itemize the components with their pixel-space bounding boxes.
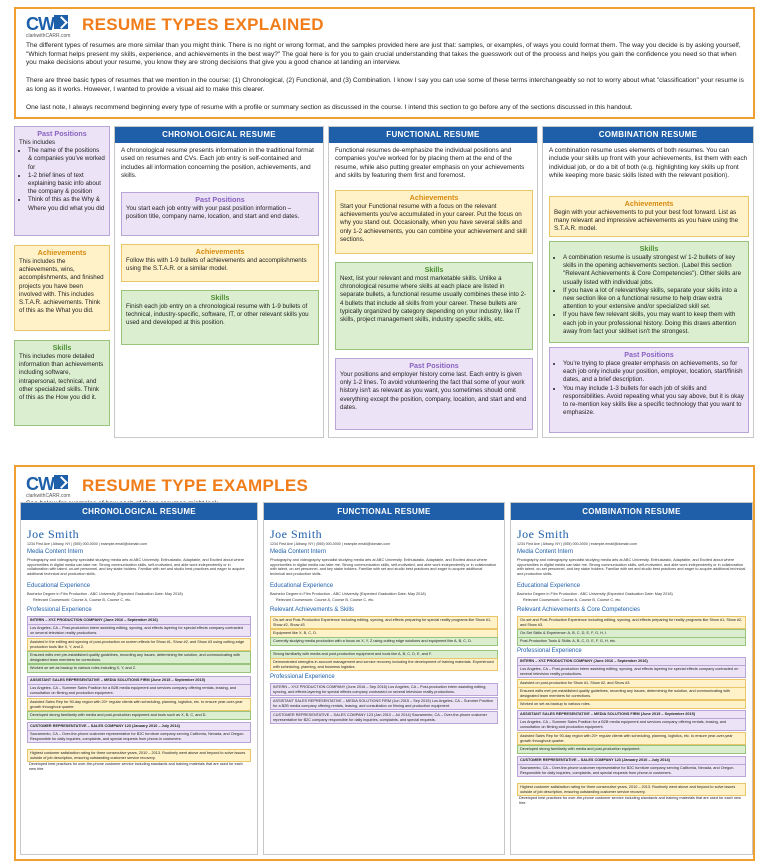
func-past-text: Your positions and employer history come last. Each entry is given only 1-2 lines. To avoid volunteering the fact that some of your work history isn't as relevant as you want, you sometimes should omit everything except the position, company, location, and start and end dates. [340,371,527,411]
sample-header: CHRONOLOGICAL RESUME [21,503,257,520]
sample-combo-job-1-bullet-2: Ensured edits met pre-established quality guidelines, recording any issues, determining the solution, and communicating with designated team members for corrections. [517,687,746,700]
sample-func-job-3: CUSTOMER REPRESENTATIVE – SALES COMPANY 123 (Jan 2010 – Jul 2014) Sacramento, CA – Over-the-phone customer representative for B2C company responsible for daily inquiries, complaints, and special requests. [270,711,498,724]
chevron-right-icon [54,15,68,29]
sample-func-job-2: ASSISTANT SALES REPRESENTATIVE – MEDIA SOLUTIONS FIRM (Jun 2015 – Sep 2015) Los Angeles, CA – Summer Position for a B2B media company offering rentals, leasing, and consultation on filming and production equipment. [270,697,498,710]
list-item: • If you have few relevant skills, you may want to keep them with each job in your professional history. Doing this draws attention away from fact your skillset isn't the strongest. [563,311,744,336]
chronological-column [114,126,324,438]
chron-past-positions [121,192,319,236]
chron-achievements [121,244,319,282]
sample-func-bullet-5: Demonstrated strengths in account management and service recovery including the development of training materials. Experienced with scheduling, planning, and business logistics. [270,658,498,671]
sample-contact: 1234 First Ave | Albany, NY | (555) 000-0000 | example.email@domain.com [27,542,148,546]
sample-edu-sub: Relevant Coursework: Course A, Course B, Course C, etc. [523,598,622,602]
list-item: • Think of this as the Why & Where you did what you did [28,196,105,212]
sample-func-bullet-4: Strong familiarity with media and post-production equipment and tools like A, B, C, D, E, and F. [270,650,498,659]
legend-ach-title: Achievements [37,248,87,257]
func-skills-title: Skills [424,265,444,274]
sample-job-2-bullet-2: Developed strong familiarity with media and post-production equipment and tools such as X, B, C, and D. [27,711,251,720]
examples-title: RESUME TYPE EXAMPLES [82,476,309,495]
sample-func-bullet-1: On-set and Post-Production Experience including editing, syncing, and effects preparing for special reality programs like Show #1, Show #2, Show #3 [270,616,498,629]
logo-subtitle: clarkwithCARR.com [26,33,71,39]
sample-profile: Photography and videography specialist studying media arts at ABC University. Enthusiastic, Adaptable, and Excited about where opportunities in digital media can take me. Strong communication skills, self-motivated, and able work independently or in collaboration with talent, on-set personnel, and key stake holders. Familiar with set and studio best practices and eager to acquire additional technical and production skills. [270,558,497,577]
sample-contact: 1234 First Ave | Albany, NY | (555) 000-0000 | example.email@domain.com [270,542,391,546]
func-skills [335,262,533,350]
job-title: INTERN – XYZ PRODUCTION COMPANY (June 2016 – September 2016) [520,659,648,663]
legend-ach-text: This includes the achievements, wins, accomplishments, and finished projects you have been involved with. This includes S.T.A.R. achievements. Think of this as the What you did. [19,258,104,315]
sample-edu-heading: Educational Experience [270,583,334,589]
chron-past-title: Past Positions [195,195,245,204]
list-item: • A combination resume is usually strongest w/ 1-2 bullets of key skills in the opening achievements section. (Label this section "Relevant Achievements & Core Competencies"). Other skills are usually listed with individual jobs. [563,254,744,287]
sample-name: Joe Smith [270,527,323,541]
sample-job-3-bullet-1: Highest customer satisfaction rating for three consecutive years, 2010 – 2013. Routinely went above and beyond to solve issues outside of job description, ensuring outstanding customer service recovery. [27,749,251,762]
sample-edu: Bachelor Degree in Film Production - ABC University (Expected Graduation Date: May 2018) [517,592,673,596]
sample-job-1-bullet-2: Ensured edits met pre-established quality guidelines, recording any issues, determining the solution, and communicating with designated team members for corrections. [27,651,251,664]
list-item: • If you have a lot of relevant/key skills, separate your skills into a new section like on a functional resume to help draw extra attention to your extensive and/or specialized skill set. [563,287,744,312]
legend-skills-title: Skills [52,343,72,352]
logo-subtitle: clarkwithCARR.com [26,493,71,499]
sample-func-bullet-3: Currently studying media production with a focus on X, Y, Z using cutting edge solutions and equipment like A, B, C, D. [270,637,498,646]
sample-combination [510,502,753,855]
sample-contact: 1234 First Ave | Albany, NY | (555) 000-0000 | example.email@domain.com [517,542,638,546]
list-item: • The name of the positions & companies you've worked for [28,147,105,172]
chron-past-text: You start each job entry with your past position information – position title, company name, location, and start and end dates. [126,205,300,221]
sample-prof-heading: Professional Experience [270,674,335,680]
func-past-positions [335,358,533,430]
chron-ach-title: Achievements [195,247,245,256]
sample-profile: Photography and videography specialist studying media arts at ABC University. Enthusiastic, Adaptable, and Excited about where opportunities in digital media can take me. Strong communication skills, self-motivated, and able work independently or in collaboration with talent, on-set personnel, and key stake holders. Familiar with set and studio best practices and eager to acquire additional technical and production skills. [517,558,746,577]
func-ach-text: Start your Functional resume with a focus on the relevant achievements you've accumulated in your career. Put the focus on why you stand out. Occasionally, when you have several skills and only 1-2 achievements, you can combine your achievement and skill sections. [340,203,527,243]
sample-job-1-bullet-1: Assisted in the editing and syncing of post-production on screen effects for Show #1, Show #2, and Show #3 using cutting-edge production tools like X, Y, and Z. [27,638,251,651]
legend-past-title: Past Positions [37,129,87,138]
page-title: RESUME TYPES EXPLAINED [82,15,324,34]
sample-prof-heading: Professional Experience [27,607,92,613]
sample-role: Media Content Intern [27,549,84,555]
func-skills-text: Next, list your relevant and most marketable skills. Unlike a chronological resume where skills at each place are listed in separate bullets, a functional resume usually combines these into 2-4 bullets that include all skills from your career. These bullets are typically organized by category depending on your industry, like IT skills, project management skills, industry specific skills, etc. [340,275,527,324]
list-item: • 1-2 brief lines of text explaining basic info about the company & position [28,172,105,197]
sample-job-2-bullet-1: Assisted Sales Rep for 90-day region with 20+ regular clients with scheduling, planning, logistics, etc. to ensure year-over-year growth throughout quarter. [27,698,251,711]
functional-header: FUNCTIONAL RESUME [329,127,537,143]
sample-header: COMBINATION RESUME [511,503,752,520]
sample-edu: Bachelor Degree in Film Production - ABC University (Expected Graduation Date: May 2018) [27,592,183,596]
chron-skills-text: Finish each job entry on a chronological resume with 1-9 bullets of technical, industry-specific, software, IT, or other relevant skills you used and developed at this position. [126,303,309,327]
sample-job-2-desc: Los Angeles, CA – Summer Sales Position for a B2B media equipment and services company offering rentals, leasing, and consultation on filming and production equipment. [517,718,746,731]
sample-edu-heading: Educational Experience [27,583,91,589]
logo-mark: CW [26,474,54,494]
functional-description: Functional resumes de-emphasize the individual positions and companies you've worked for by placing them at the end of the resume, while also putting greater emphasis on your achievements and skills by featuring them first and foremost. [335,147,525,179]
sample-job-3-desc: Sacramento, CA – Over-the-phone customer representative for B2C furniture company serving California, Nevada, and Oregon. Responsible for daily inquiries, complaints, and special requests from phone-in customers. [27,730,251,743]
combo-past-title: Past Positions [624,350,674,359]
sample-header: FUNCTIONAL RESUME [264,503,504,520]
combo-ach-title: Achievements [624,199,674,208]
combination-header: COMBINATION RESUME [543,127,753,143]
sample-job-2-desc: Los Angeles, CA – Summer Sales Position for a B2B media equipment and services company offering rentals, leasing, and consultation on filming and production equipment. [27,684,251,697]
legend-past-list [19,147,105,213]
sample-func-bullet-2: Equipment like X, B, C, D. [270,629,498,638]
sample-edu-sub: Relevant Coursework: Course A, Course B, Course C, etc. [33,598,132,602]
func-achievements [335,190,533,254]
func-ach-title: Achievements [409,193,459,202]
chron-ach-text: Follow this with 1-9 bullets of achievements and accomplishments using the S.T.A.R. or a similar model. [126,257,307,273]
chron-skills-title: Skills [210,293,230,302]
job-title: ASSISTANT SALES REPRESENTATIVE – MEDIA SOLUTIONS FIRM (June 2015 – September 2015) [520,712,695,716]
sample-combo-job-3-bullet-1: Highest customer satisfaction rating for three consecutive years, 2010 – 2013. Routinely went above and beyond to solve issues outside of job description, ensuring outstanding customer service recovery. [517,783,746,796]
sample-func-job-1: INTERN – XYZ PRODUCTION COMPANY (June 2016 – Sep 2016) Los Angeles, CA – Post-production intern assisting editing, syncing, and effects layering for special effects company contracted on several television reality productions. [270,683,498,696]
sample-combo-job-3-bullet-2: Developed best practices for over-the-phone customer service including standards and training materials that are used for each new hire. [519,796,741,805]
func-past-title: Past Positions [409,361,459,370]
legend-achievements [14,245,110,331]
logo [26,14,70,40]
sample-edu-sub: Relevant Coursework: Course A, Course B, Course C, etc. [276,598,375,602]
sample-edu-heading: Educational Experience [517,583,581,589]
sample-job-1-desc: Los Angeles, CA – Post-production intern assisting editing, syncing, and effects layering for special effects company contracted on several television reality productions. [517,665,746,678]
sample-role: Media Content Intern [270,549,327,555]
combo-skills [549,241,749,343]
sample-combo-bullet-1: On-set and Post-Production Experience including editing, syncing, and effects preparing for reality programs like Show #1, Show #2, and Show #3. [517,616,746,629]
intro-paragraph-2: There are three basic types of resumes that we mention in the course: (1) Chronological, (2) Functional, and (3) Combination. I know I say you can use some of these terms interchangeably so not to worry about what "classification" your resume is as long as it works. However, I wanted to provide a visual aid to make this clearer. [26,77,744,93]
legend-skills [14,340,110,426]
job-title: CUSTOMER REPRESENTATIVE – SALES COMPANY 123 (January 2010 – July 2014) [30,724,180,728]
combo-ach-text: Begin with your achievements to put your best foot forward. List as many relevant and impressive achievements as you have using the S.T.A.R. model. [554,209,739,233]
combination-description: A combination resume uses elements of both resumes. You can include your skills up front with your achievements, list them with each individual job, or do a bit of both (e.g. highlighting key skills up front while keeping more basic skills listed with the relevant position). [549,147,748,179]
sample-role: Media Content Intern [517,549,574,555]
intro-paragraph-3: One last note, I always recommend beginning every type of resume with a profile or summary section as discussed in the course. I intend this section to go before any of the sections discussed in this handout. [26,104,633,111]
chevron-right-icon [54,475,68,489]
list-item: • You're trying to place greater emphasis on achievements, so for each job only include your position, employer, location, start/finish dates, and a brief description. [563,360,744,385]
legend-skills-text: This includes more detailed information than achievements including software, intrapersonal, technical, and other specialized skills. Think of this as the How you did it. [19,353,104,402]
sample-combo-job-2-bullet-2: Developed strong familiarity with media and post-production equipment. [517,745,746,754]
intro-paragraph-1: The different types of resumes are more similar than you might think. There is no right or wrong format, and the samples provided here are just that: samples, or examples, of ways you could format them. The way you decide is by asking yourself, "Which format helps present my skills, experience, and achievements in the best way?" The goal here is for you to gain crucial understanding that takes the guesswork out of the process and helps you gain the confidence you need so that when you make decisions about your resume, you know they are strong decisions that give you a good chance at landing an interview. [26,42,741,67]
sample-rel-heading: Relevant Achievements & Skills [270,607,355,613]
sample-combo-job-2-bullet-1: Assisted Sales Rep for 90-day region with 20+ regular clients with scheduling, planning, logistics, etc. to ensure year-over-year growth throughout quarter. [517,732,746,745]
sample-job-3-bullet-2: Developed best practices for over-the-phone customer service including standards and training materials that are used for each new hire. [29,762,243,771]
sample-chronological [20,502,258,855]
sample-combo-bullet-2: On-Set Skills & Experience: A, B, C, D, E, F, G, H, I. [517,629,746,638]
sample-functional [263,502,505,855]
job-title: CUSTOMER REPRESENTATIVE – SALES COMPANY 123 (January 2010 – July 2014) [520,758,670,762]
sample-combo-job-1-bullet-1: Assisted on post-production for Show #1, Show #2, and Show #3. [517,679,746,688]
combo-skills-list [554,254,744,336]
sample-job-1-desc: Los Angeles, CA – Post-production intern assisting editing, syncing, and effects layering for special effects company contracted on several television reality productions. [27,624,251,637]
sample-profile: Photography and videography specialist studying media arts at ABC University. Enthusiastic, Adaptable, and Excited about where opportunities in digital media can take me. Strong communication skills, self-motivated, and able work independently or in collaboration with talent, on-set personnel, and key stake holders. Familiar with set and studio best practices and eager to acquire additional technical and production skills. [27,558,245,577]
chron-skills [121,290,319,345]
sample-prof-heading: Professional Experience [517,648,582,654]
list-item: • You may include 1-3 bullets for each job of skills and responsibilities. Avoid repeating what you say above, but it is okay to re-mention key skills like a specific technology that you want to emphasize. [563,385,744,418]
combo-achievements [549,196,749,237]
functional-column [328,126,538,438]
combination-column [542,126,754,438]
sample-job-3-desc: Sacramento, CA – Over-the-phone customer representative for B2C furniture company serving California, Nevada, and Oregon. Responsible for daily inquiries, complaints, and special requests from phone-in customers. [517,764,746,777]
job-title: ASSISTANT SALES REPRESENTATIVE – MEDIA SOLUTIONS FIRM (June 2015 – September 2015) [30,678,205,682]
job-title: INTERN – XYZ PRODUCTION COMPANY (June 2016 – September 2016) [30,618,158,622]
sample-name: Joe Smith [517,527,570,541]
legend-past-positions [14,126,110,236]
logo [26,474,70,500]
combo-past-list [554,360,744,417]
sample-name: Joe Smith [27,527,80,541]
sample-combo-heading: Relevant Achievements & Core Competencies [517,607,641,613]
combo-skills-title: Skills [639,244,659,253]
sample-combo-bullet-3: Post-Production Tools & Skills: A, B, C, D, E, F, G, H, etc. [517,637,746,646]
sample-edu: Bachelor Degree in Film Production - ABC University (Expected Graduation Date: May 2018) [270,592,426,596]
combo-past-positions [549,347,749,433]
legend-past-lead: This includes [19,139,56,146]
sample-job-1-bullet-3: Worked on set as backup to various roles including X, Y, and Z. [27,664,251,673]
chronological-header: CHRONOLOGICAL RESUME [115,127,323,143]
sample-combo-job-1-bullet-3: Worked on set as backup to various roles. [517,700,746,709]
chronological-description: A chronological resume presents information in the traditional format used on resumes and CVs. Each job entry is self-contained and includes all information concerning the position, achievements, and skills. [121,147,314,179]
logo-mark: CW [26,14,54,34]
